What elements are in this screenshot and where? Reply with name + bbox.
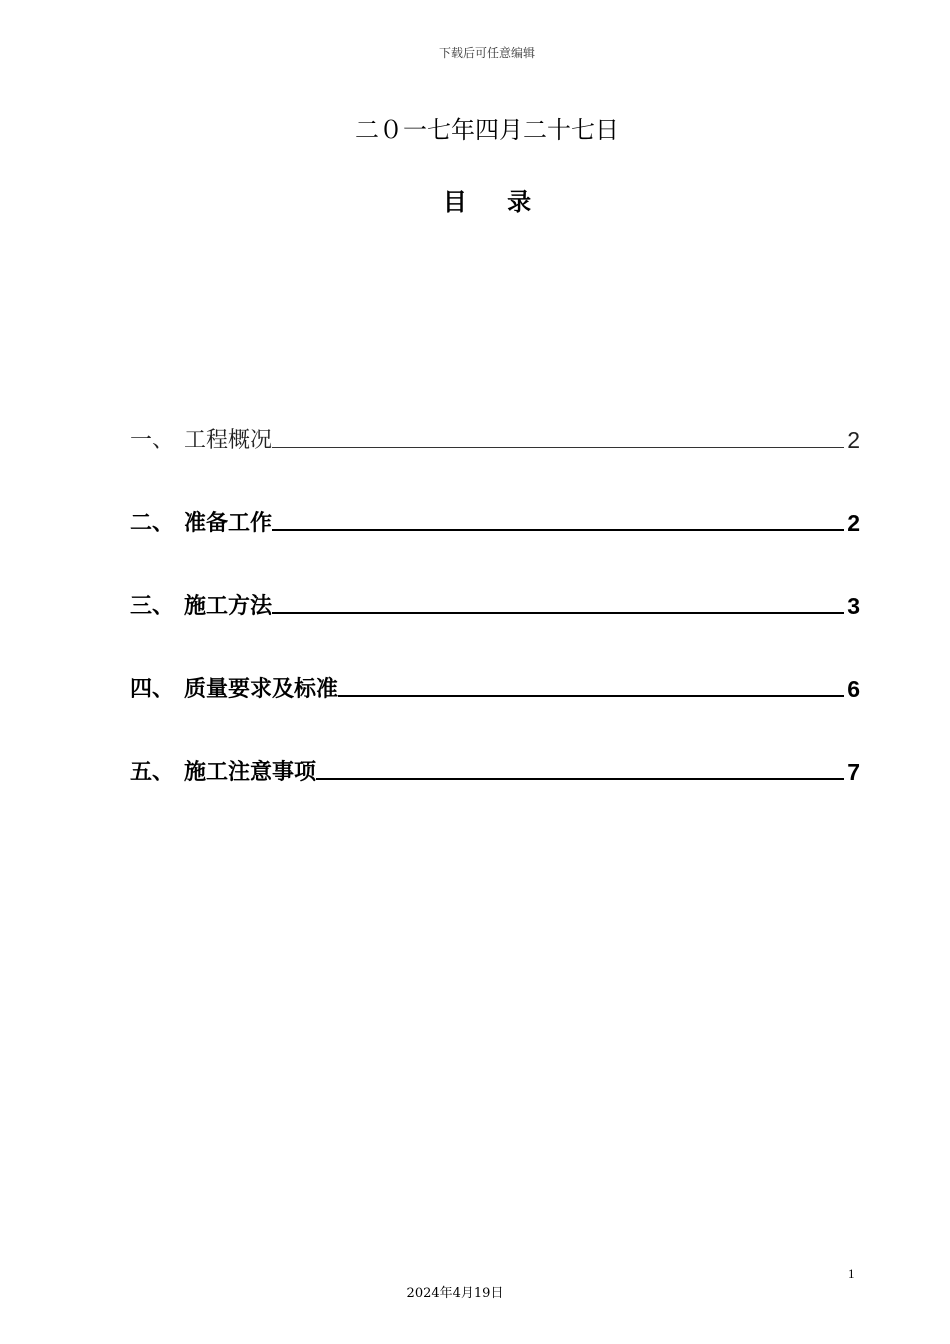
toc-entry-label: 工程概况 bbox=[184, 428, 273, 453]
toc-leader-line bbox=[272, 528, 844, 531]
toc-entry-label: 准备工作 bbox=[184, 511, 273, 536]
toc-entry-page: 7 bbox=[847, 759, 860, 785]
table-of-contents bbox=[130, 418, 860, 833]
toc-entry-label: 质量要求及标准 bbox=[184, 677, 339, 702]
toc-entry-number: 三、 bbox=[130, 594, 175, 619]
toc-entry[interactable] bbox=[130, 584, 860, 620]
toc-leader-line bbox=[338, 694, 844, 697]
toc-entry-label: 施工注意事项 bbox=[184, 760, 317, 785]
toc-entry-number: 一、 bbox=[130, 428, 175, 453]
toc-leader-line bbox=[272, 446, 844, 448]
toc-entry-number: 五、 bbox=[130, 760, 175, 785]
toc-entry[interactable] bbox=[130, 667, 860, 703]
toc-title: 目 录 bbox=[442, 188, 548, 216]
toc-entry-page: 6 bbox=[847, 676, 860, 702]
toc-entry[interactable] bbox=[130, 418, 860, 454]
toc-entry-number: 二、 bbox=[130, 511, 175, 536]
toc-entry[interactable] bbox=[130, 750, 860, 786]
toc-entry-page: 2 bbox=[847, 427, 860, 453]
toc-entry-label: 施工方法 bbox=[184, 594, 273, 619]
toc-entry-page: 3 bbox=[847, 593, 860, 619]
toc-entry[interactable] bbox=[130, 501, 860, 537]
toc-leader-line bbox=[272, 611, 844, 614]
footer-date: 2024年4月19日 bbox=[406, 1286, 504, 1301]
toc-leader-line bbox=[316, 777, 844, 780]
toc-entry-number: 四、 bbox=[130, 677, 175, 702]
toc-entry-page: 2 bbox=[847, 510, 860, 536]
document-date: 二０一七年四月二十七日 bbox=[355, 116, 619, 144]
page-number: 1 bbox=[848, 1266, 855, 1281]
header-note: 下载后可任意编辑 bbox=[438, 46, 535, 60]
